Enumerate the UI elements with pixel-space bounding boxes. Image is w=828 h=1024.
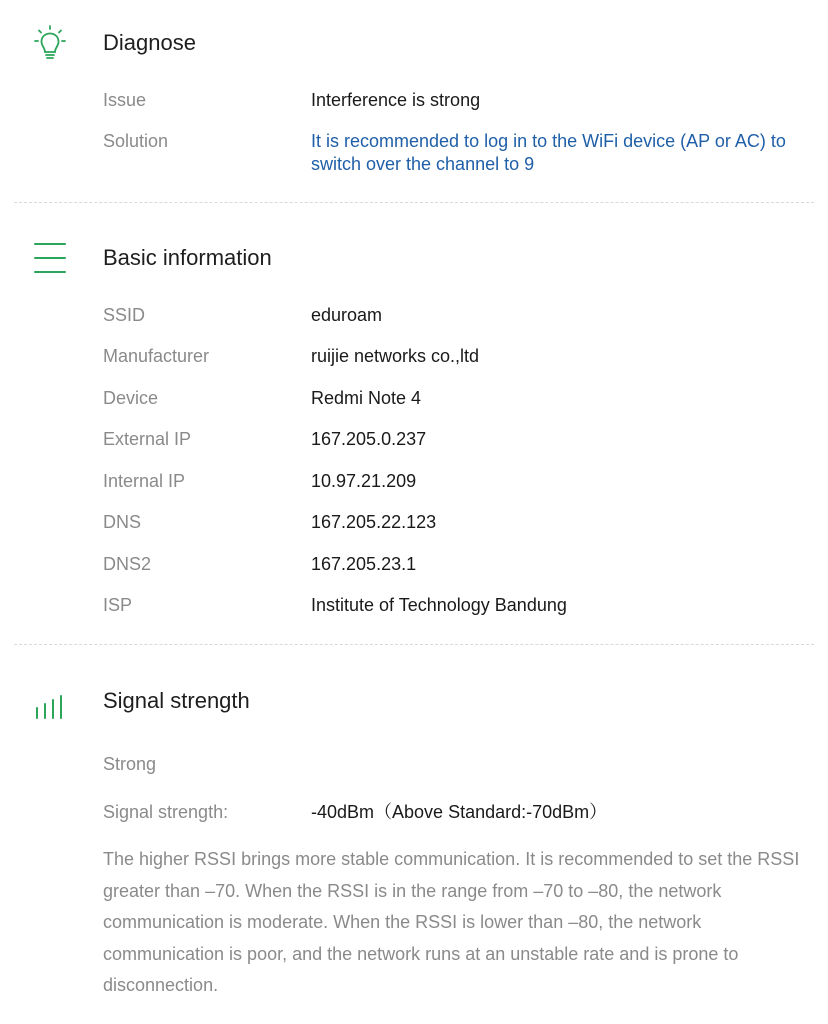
basic-information-section (0, 203, 828, 645)
internal-ip-label: Internal IP (103, 471, 186, 491)
dns2-label: DNS2 (103, 554, 152, 574)
device-value: Redmi Note 4 (311, 388, 422, 408)
lightbulb-icon (30, 24, 70, 64)
signal-level: Strong (103, 754, 157, 774)
isp-value: Institute of Technology Bandung (311, 595, 567, 615)
diagnose-section (0, 0, 828, 203)
dns2-value: 167.205.23.1 (311, 554, 417, 574)
external-ip-label: External IP (103, 429, 192, 449)
internal-ip-value: 10.97.21.209 (311, 471, 417, 491)
basic-information-title: Basic information (103, 245, 272, 270)
signal-strength-title: Signal strength (103, 688, 250, 713)
ssid-value: eduroam (311, 305, 383, 325)
signal-strength-value: -40dBm（Above Standard:-70dBm） (311, 802, 608, 822)
external-ip-value: 167.205.0.237 (311, 429, 427, 449)
issue-value: Interference is strong (311, 90, 481, 110)
menu-lines-icon (30, 239, 70, 279)
signal-strength-label: Signal strength: (103, 802, 229, 822)
ssid-label: SSID (103, 305, 146, 325)
signal-strength-section (0, 645, 828, 1024)
rssi-description: The higher RSSI brings more stable communication. It is recommended to set the RSSI greater than –70. When the RSSI is in the range from –70 to –80, the network communication is moderate. When the RSSI is lower than –80, the network communication is poor, and the network runs at an unstable rate and is prone to disconnection. (103, 849, 800, 995)
issue-label: Issue (103, 90, 147, 110)
dns-value: 167.205.22.123 (311, 512, 437, 532)
manufacturer-value: ruijie networks co.,ltd (311, 346, 480, 366)
manufacturer-label: Manufacturer (103, 346, 210, 366)
dns-label: DNS (103, 512, 142, 532)
signal-bars-icon (30, 683, 70, 723)
device-label: Device (103, 388, 159, 408)
diagnose-title: Diagnose (103, 30, 196, 55)
isp-label: ISP (103, 595, 133, 615)
solution-label: Solution (103, 131, 169, 151)
solution-link[interactable]: It is recommended to log in to the WiFi device (AP or AC) to switch over the channel to 9 (311, 131, 786, 174)
